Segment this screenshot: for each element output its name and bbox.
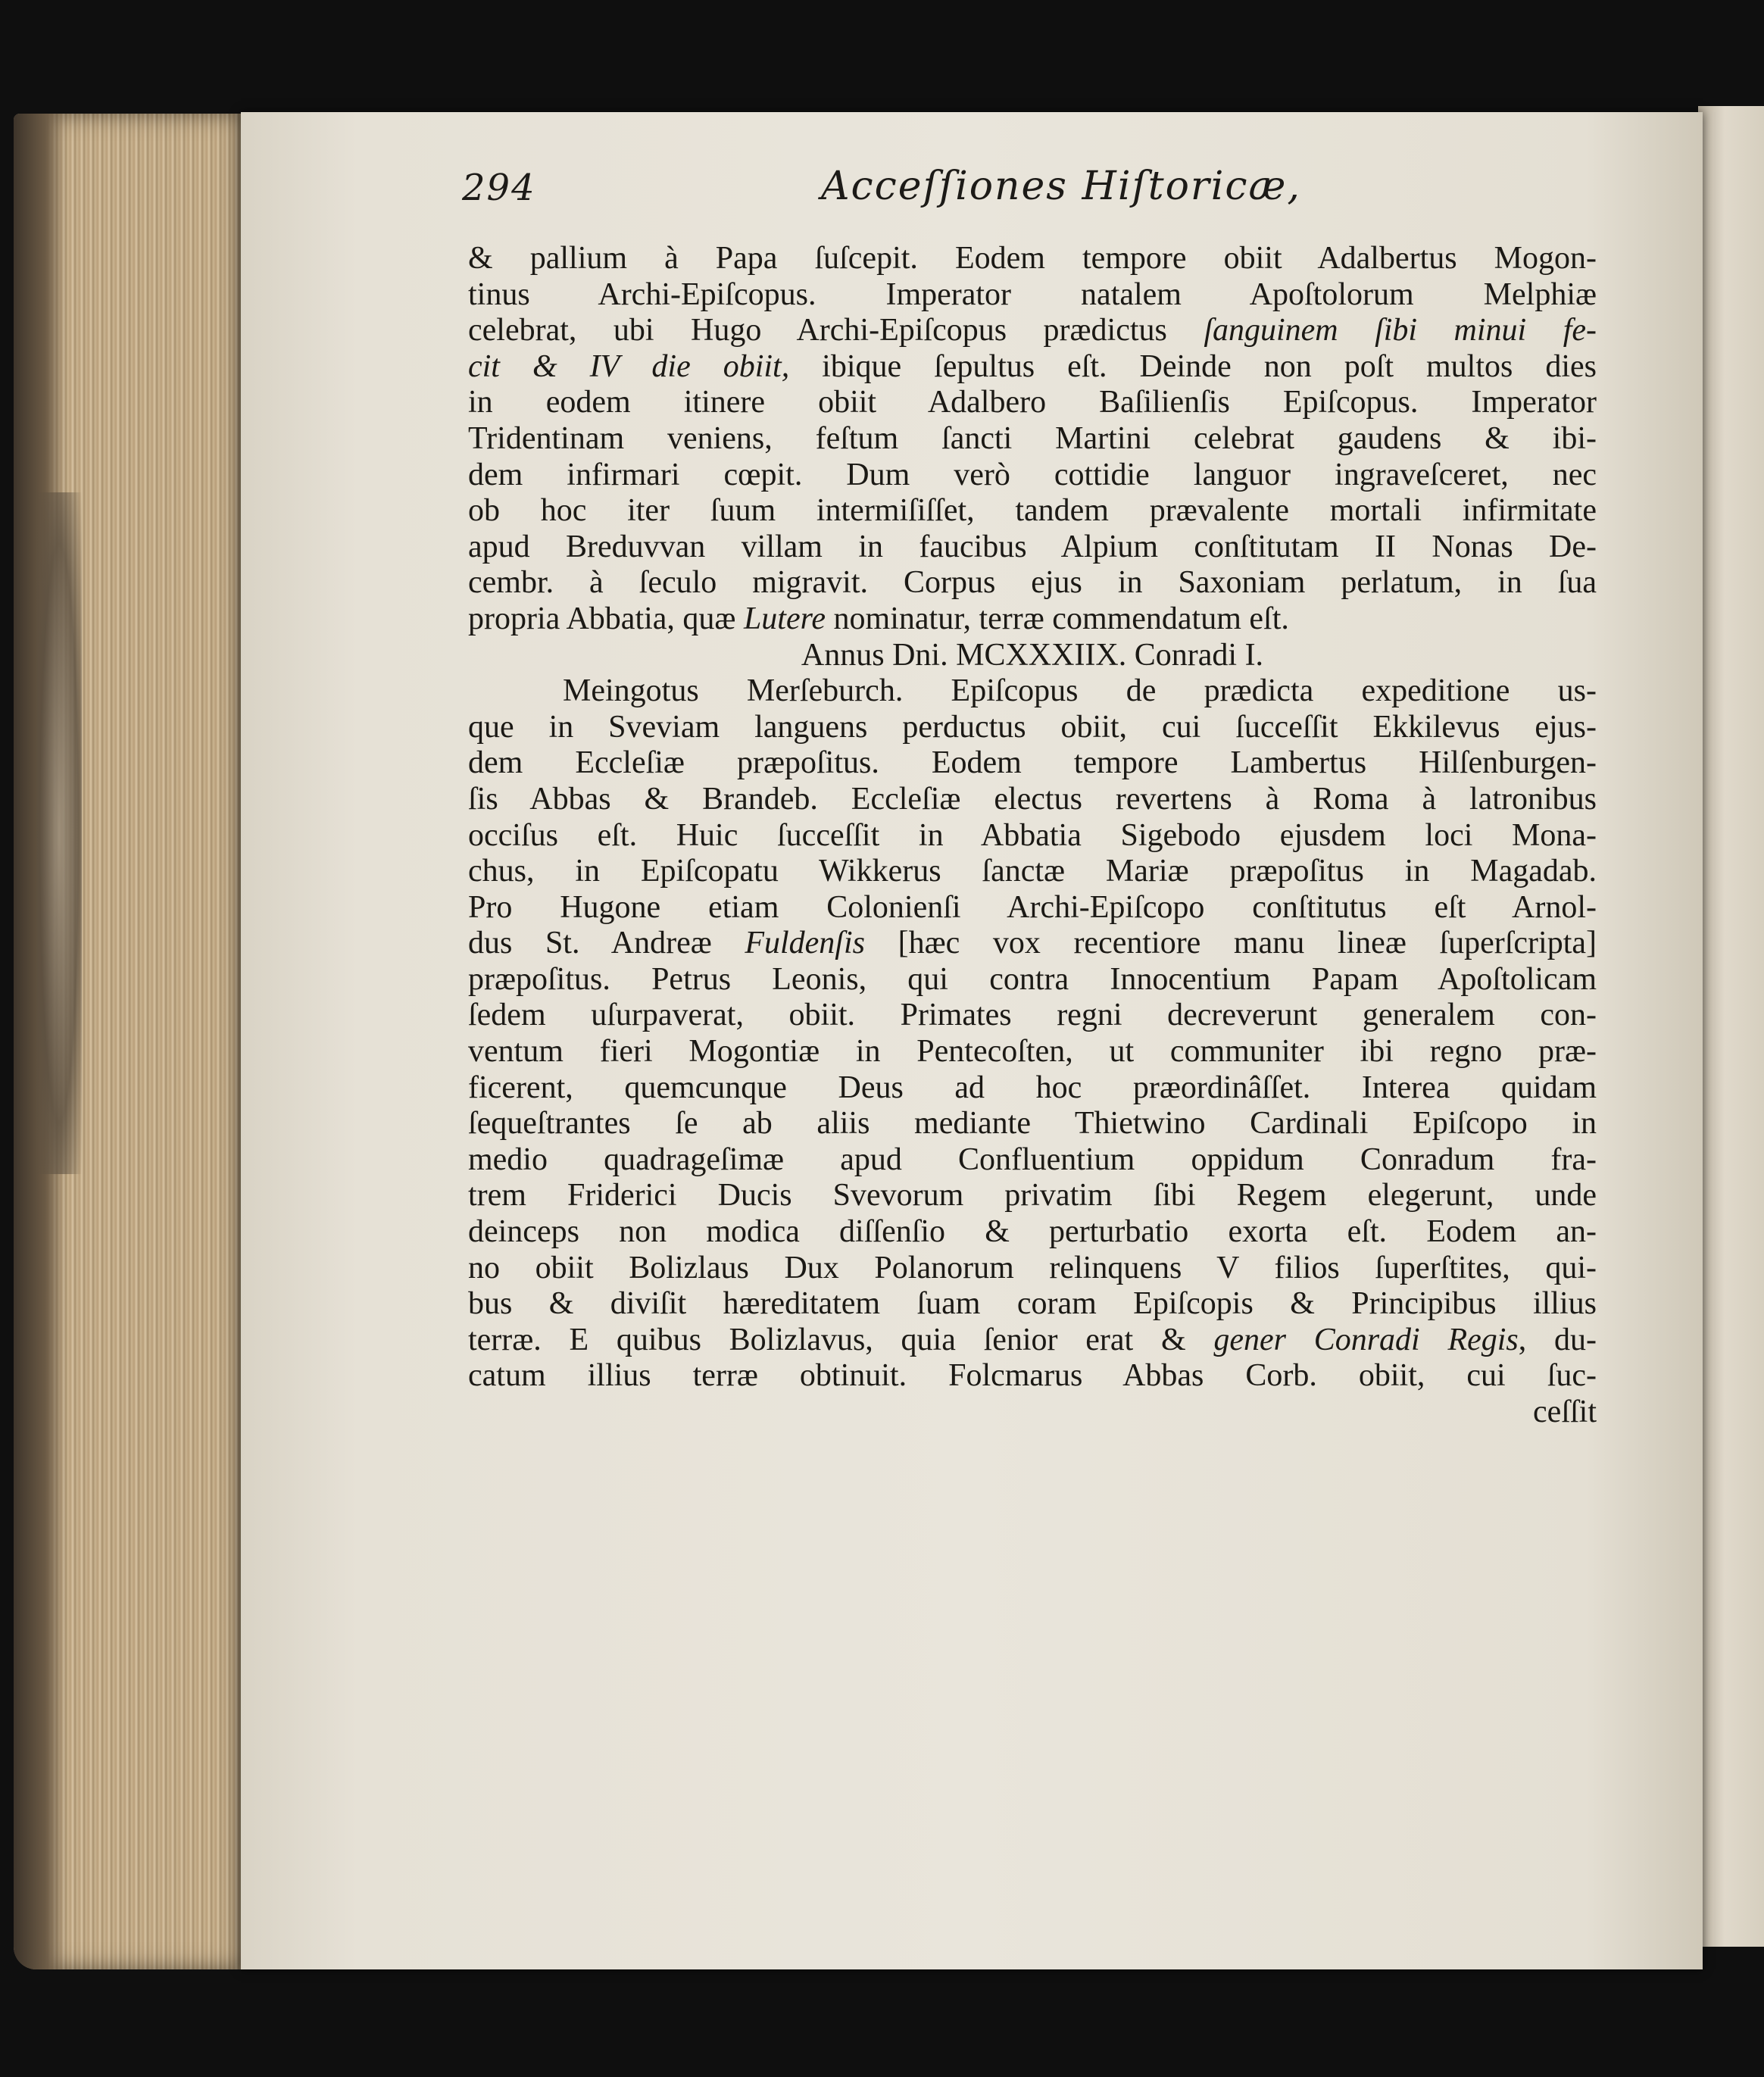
italic-text: Fuldenſis — [745, 926, 865, 961]
annus-heading: Annus Dni. MCXXXIIX. Conradi I. — [801, 637, 1264, 673]
text-run: celebrat, ubi Hugo Archi-Epiſcopus prædictus — [468, 313, 1204, 348]
text-run: ficerent, quemcunque Deus ad hoc præordinâſſet. Interea quidam — [468, 1070, 1597, 1105]
text-run: præpoſitus. Petrus Leonis, qui contra Innocentium Papam Apoſtolicam — [468, 961, 1597, 997]
text-line — [468, 421, 1597, 458]
text-line — [468, 782, 1597, 818]
text-line — [468, 1358, 1597, 1395]
text-run: no obiit Bolizlaus Dux Polanorum relinquens V filios ſuperſtites, qui- — [468, 1250, 1597, 1285]
text-line — [468, 926, 1597, 962]
text-line — [468, 1034, 1597, 1070]
facing-page-edge — [1698, 106, 1764, 1947]
text-run: ſis Abbas & Brandeb. Eccleſiæ electus revertens à Roma à latronibus — [468, 781, 1597, 817]
text-run: Pro Hugone etiam Colonienſi Archi-Epiſcopo conſtitutus eſt Arnol- — [468, 889, 1597, 925]
text-run: terræ. E quibus Bolizlavus, quia ſenior erat & — [468, 1322, 1214, 1357]
text-line — [468, 313, 1597, 349]
text-run: [hæc vox recentiore manu lineæ ſuperſcripta] — [865, 926, 1597, 961]
text-run: , du- — [1518, 1322, 1597, 1357]
text-run: dem Eccleſiæ præpoſitus. Eodem tempore Lambertus Hilſenburgen- — [468, 745, 1597, 781]
text-run: Tridentinam veniens, feſtum ſancti Martini celebrat gaudens & ibi- — [468, 420, 1597, 456]
text-line — [468, 745, 1597, 782]
text-line — [468, 601, 1597, 638]
text-line — [468, 1286, 1597, 1323]
text-run: ibique ſepultus eſt. Deinde non poſt multos dies — [789, 348, 1597, 384]
text-run: dus St. Andreæ — [468, 926, 745, 961]
italic-text: cit & IV die obiit, — [468, 348, 790, 384]
text-line — [468, 1142, 1597, 1179]
text-line — [468, 277, 1597, 314]
paragraph-2 — [468, 673, 1597, 1395]
running-title: Acceſſiones Hiſtoricæ, — [821, 164, 1301, 209]
text-run: cembr. à ſeculo migravit. Corpus ejus in Saxoniam perlatum, in ſua — [468, 565, 1597, 601]
catchword: ceſſit — [1533, 1395, 1597, 1429]
italic-text: gener Conradi Regis — [1213, 1322, 1519, 1357]
text-line — [468, 1214, 1597, 1251]
text-line — [468, 890, 1597, 926]
text-run: apud Breduvvan villam in faucibus Alpium conſtitutam II Nonas De- — [468, 529, 1597, 564]
text-run: bus & diviſit hæreditatem ſuam coram Epiſcopis & Principibus illius — [468, 1286, 1597, 1322]
text-line — [468, 493, 1597, 529]
text-line — [468, 529, 1597, 566]
italic-text: Lutere — [743, 601, 826, 636]
text-block — [468, 241, 1597, 1431]
book-fore-edge — [14, 114, 241, 1969]
text-line — [468, 1323, 1597, 1359]
text-run: que in Sveviam languens perductus obiit, cui ſucceſſit Ekkilevus ejus- — [468, 709, 1597, 745]
text-run: trem Friderici Ducis Svevorum privatim ſibi Regem elegerunt, unde — [468, 1178, 1597, 1213]
text-run: in eodem itinere obiit Adalbero Baſilienſis Epiſcopus. Imperator — [468, 385, 1597, 420]
text-run: ſedem uſurpaverat, obiit. Primates regni decreverunt generalem con- — [468, 998, 1597, 1033]
running-head — [462, 164, 1598, 227]
text-line — [468, 854, 1597, 890]
text-line — [468, 673, 1597, 710]
text-line — [468, 1251, 1597, 1287]
text-line — [468, 565, 1597, 601]
page-number: 294 — [462, 167, 536, 209]
text-run: tinus Archi-Epiſcopus. Imperator natalem Apoſtolorum Melphiæ — [468, 276, 1597, 312]
text-line — [468, 241, 1597, 277]
text-line — [468, 349, 1597, 386]
paragraph-1 — [468, 241, 1597, 638]
text-run: Meingotus Merſeburch. Epiſcopus de prædicta expeditione us- — [563, 673, 1597, 709]
text-line — [468, 458, 1597, 494]
text-run: chus, in Epiſcopatu Wikkerus ſanctæ Mariæ præpoſitus in Magadab. — [468, 854, 1597, 889]
text-run: deinceps non modica diſſenſio & perturbatio exorta eſt. Eodem an- — [468, 1214, 1597, 1250]
text-line — [468, 962, 1597, 998]
text-run: & pallium à Papa ſuſcepit. Eodem tempore obiit Adalbertus Mogon- — [468, 241, 1597, 276]
text-line — [468, 1106, 1597, 1142]
text-run: medio quadrageſimæ apud Confluentium oppidum Conradum fra- — [468, 1142, 1597, 1177]
text-run: propria Abbatia, quæ — [468, 601, 744, 636]
text-run: ventum fieri Mogontiæ in Pentecoſten, ut communiter ibi regno præ- — [468, 1034, 1597, 1070]
text-line — [468, 385, 1597, 421]
text-run: dem infirmari cœpit. Dum verò cottidie languor ingraveſceret, nec — [468, 457, 1597, 492]
text-run: catum illius terræ obtinuit. Folcmarus Abbas Corb. obiit, cui ſuc- — [468, 1358, 1597, 1394]
text-run: ſequeſtrantes ſe ab aliis mediante Thietwino Cardinali Epiſcopo in — [468, 1106, 1597, 1142]
italic-text: ſanguinem ſibi minui fe- — [1204, 313, 1597, 348]
text-line — [468, 710, 1597, 746]
text-run: ob hoc iter ſuum intermiſiſſet, tandem prævalente mortali infirmitate — [468, 493, 1597, 529]
text-line — [468, 818, 1597, 854]
text-run: nominatur, terræ commendatum eſt. — [826, 601, 1289, 636]
text-run: occiſus eſt. Huic ſucceſſit in Abbatia Sigebodo ejusdem loci Mona- — [468, 817, 1597, 853]
text-line — [468, 1178, 1597, 1214]
text-line — [468, 1070, 1597, 1107]
text-line — [468, 998, 1597, 1034]
